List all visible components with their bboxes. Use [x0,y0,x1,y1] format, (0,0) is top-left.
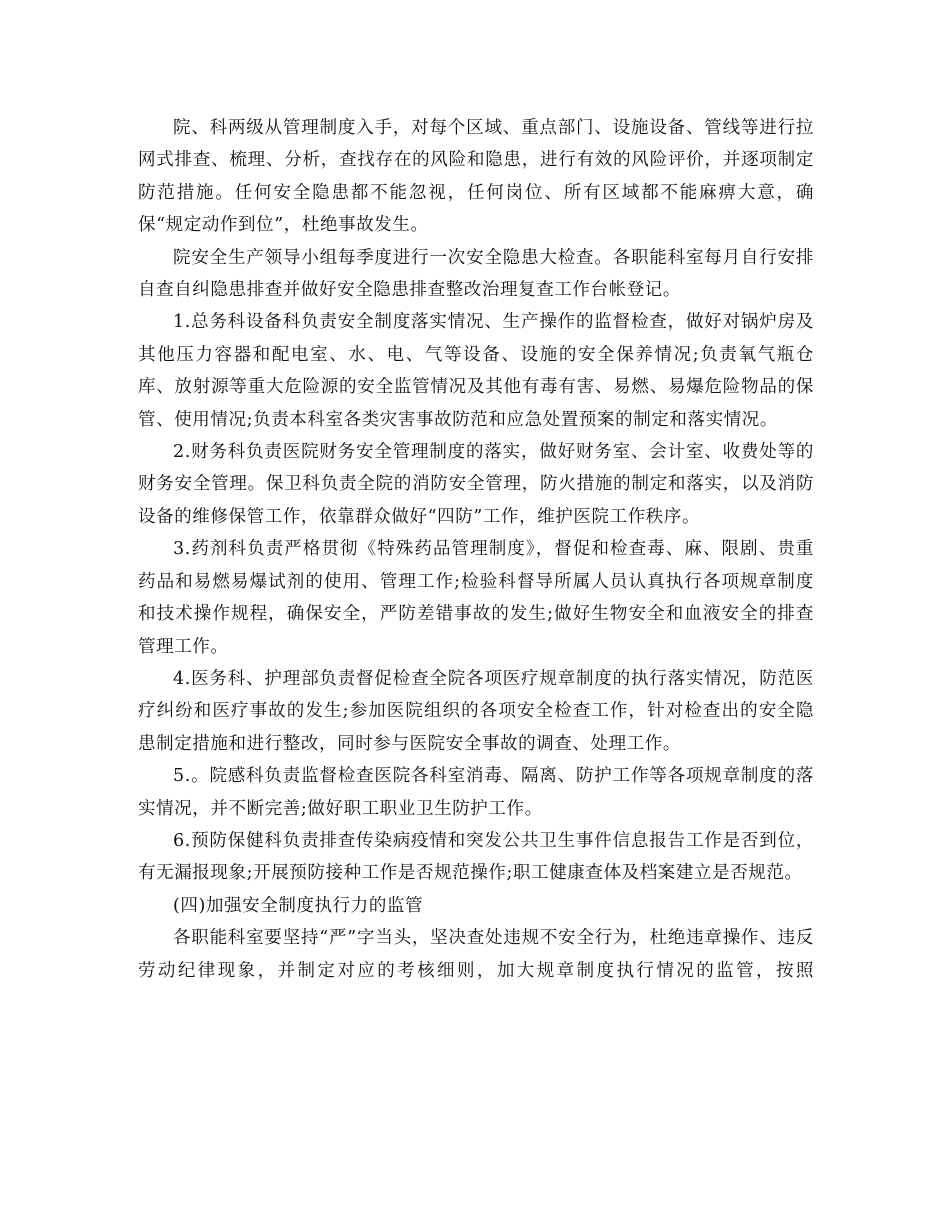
paragraph-item-3-pharmacy-lab: 3.药剂科负责严格贯彻《特殊药品管理制度》，督促和检查毒、麻、限剧、贵重药品和易燃易爆试剂的使用、管理工作;检验科督导所属人员认真执行各项规章制度和技术操作规程，确保安全，严防差错事故的发生;做好生物安全和血液安全的排查管理工作。 [138,539,814,657]
section-heading-supervision: (四)加强安全制度执行力的监管 [173,895,424,916]
paragraph-item-1-general-affairs: 1.总务科设备科负责安全制度落实情况、生产操作的监督检查，做好对锅炉房及其他压力容器和配电室、水、电、气等设备、设施的安全保养情况;负责氧气瓶仓库、放射源等重大危险源的安全监管情况及其他有毒有害、易燃、易爆危险物品的保管、使用情况;负责本科室各类灾害事故防范和应急处置预案的制定和落实情况。 [138,312,814,430]
paragraph-item-6-preventive-care: 6.预防保健科负责排查传染病疫情和突发公共卫生事件信息报告工作是否到位，有无漏报现象;开展预防接种工作是否规范操作;职工健康查体及档案建立是否规范。 [138,830,814,884]
paragraph-strict-enforcement: 各职能科室要坚持“严”字当头，坚决查处违规不安全行为，杜绝违章操作、违反劳动纪律现象，并制定对应的考核细则，加大规章制度执行情况的监管，按照 [138,928,814,981]
paragraph-risk-investigation: 院、科两级从管理制度入手，对每个区域、重点部门、设施设备、管线等进行拉网式排查、梳理、分析，查找存在的风险和隐患，进行有效的风险评价，并逐项制定防范措施。任何安全隐患都不能忽视，任何岗位、所有区域都不能麻痹大意，确保“规定动作到位”，杜绝事故发生。 [138,118,814,236]
paragraph-quarterly-inspection: 院安全生产领导小组每季度进行一次安全隐患大检查。各职能科室每月自行安排自查自纠隐患排查并做好安全隐患排查整改治理复查工作台帐登记。 [138,247,814,301]
paragraph-item-4-medical-nursing: 4.医务科、护理部负责督促检查全院各项医疗规章制度的执行落实情况，防范医疗纠纷和医疗事故的发生;参加医院组织的各项安全检查工作，针对检查出的安全隐患制定措施和进行整改，同时参与医院安全事故的调查、处理工作。 [138,668,814,754]
document-page [138,112,814,987]
paragraph-item-5-infection-control: 5.。院感科负责监督检查医院各科室消毒、隔离、防护工作等各项规章制度的落实情况，并不断完善;做好职工职业卫生防护工作。 [138,766,814,819]
paragraph-item-2-finance-security: 2.财务科负责医院财务安全管理制度的落实，做好财务室、会计室、收费处等的财务安全管理。保卫科负责全院的消防安全管理，防火措施的制定和落实，以及消防设备的维修保管工作，依靠群众做好“四防”工作，维护医院工作秩序。 [138,442,814,527]
